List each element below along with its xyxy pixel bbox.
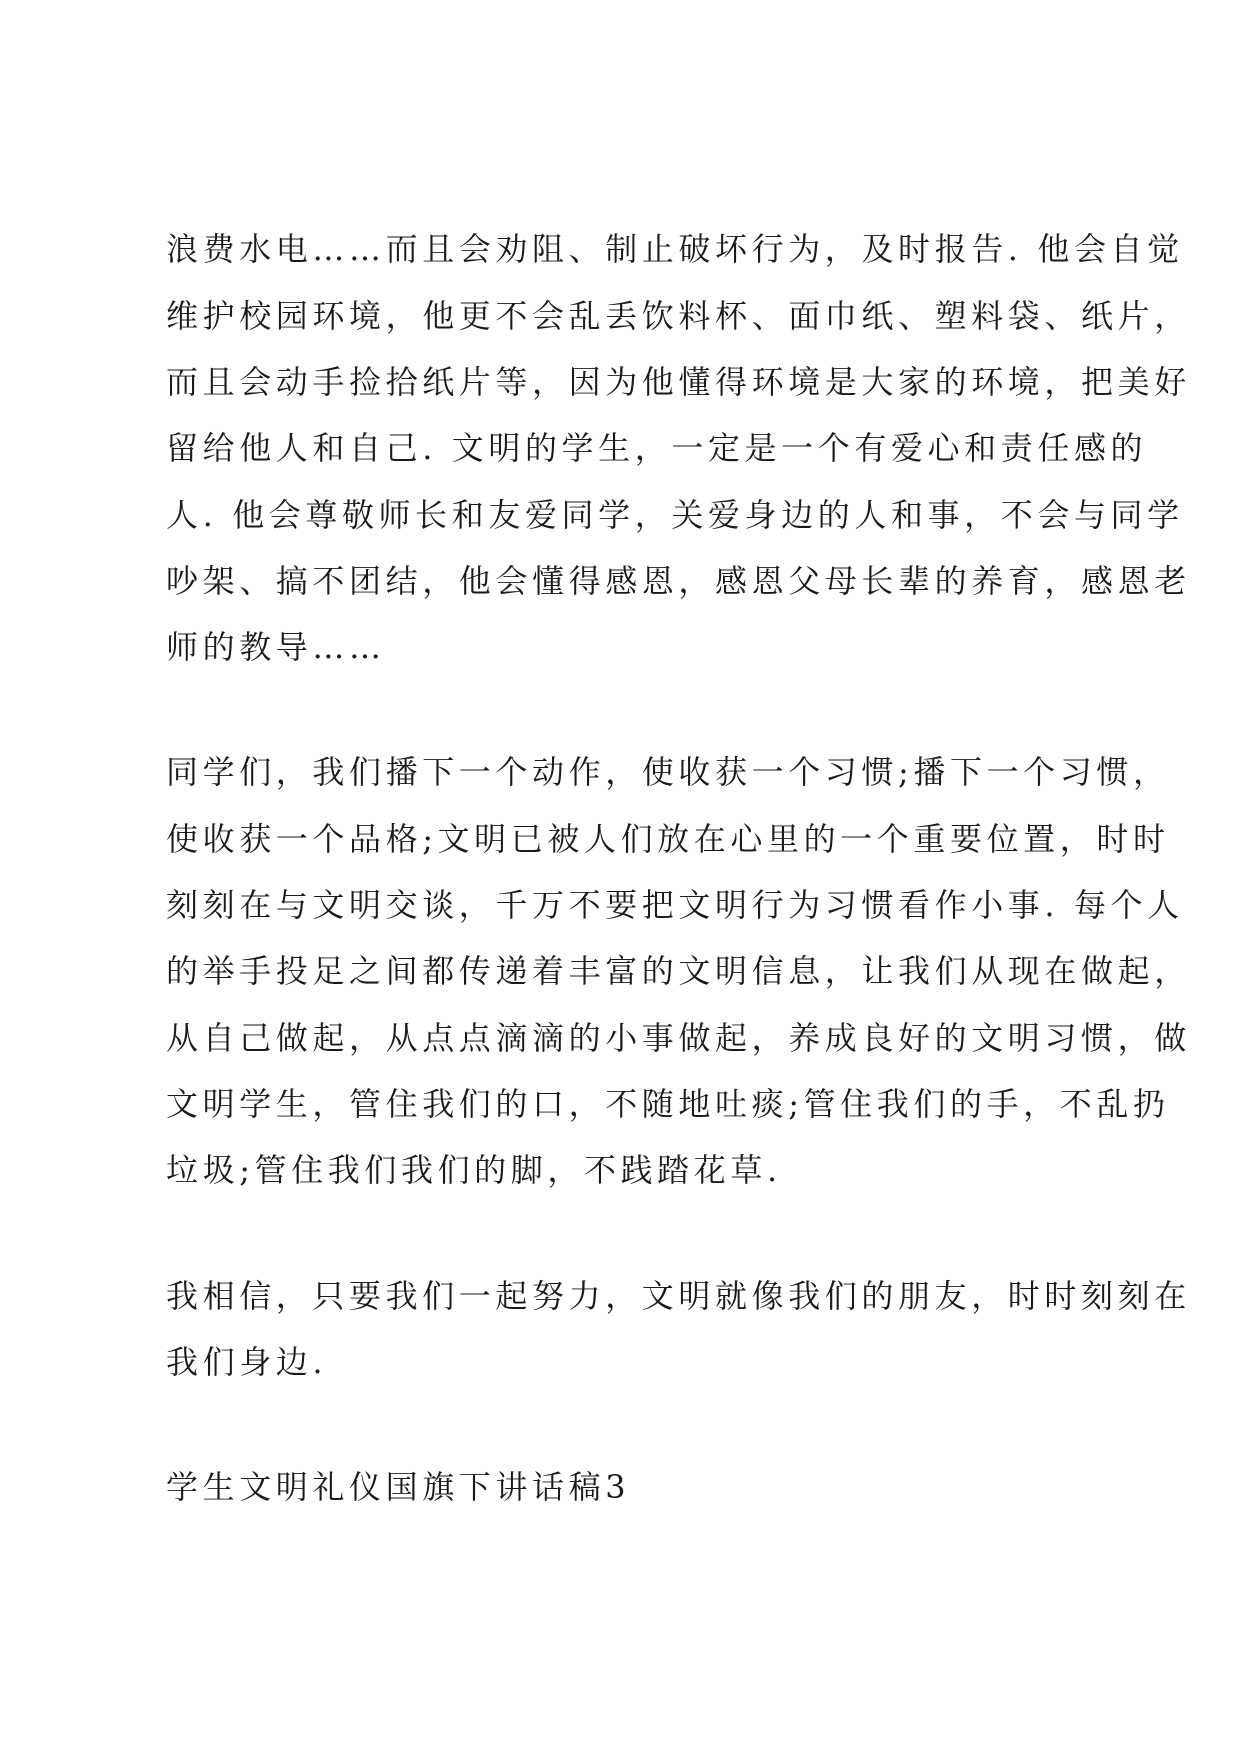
section-heading: 学生文明礼仪国旗下讲话稿3 xyxy=(166,1468,631,1506)
paragraph-line: 垃圾;管住我们我们的脚，不践踏花草. xyxy=(166,1151,782,1189)
paragraph-line: 刻刻在与文明交谈，千万不要把文明行为习惯看作小事. 每个人 xyxy=(166,886,1184,924)
paragraph-line: 文明学生，管住我们的口，不随地吐痰;管住我们的手，不乱扔 xyxy=(166,1085,1170,1123)
paragraph-line: 我们身边. xyxy=(166,1343,328,1381)
paragraph-line: 师的教导…… xyxy=(166,628,386,666)
paragraph-line: 而且会动手捡拾纸片等，因为他懂得环境是大家的环境，把美好 xyxy=(166,363,1191,401)
paragraph-line: 的举手投足之间都传递着丰富的文明信息，让我们从现在做起， xyxy=(166,952,1191,990)
paragraph-line: 留给他人和自己. 文明的学生，一定是一个有爱心和责任感的 xyxy=(166,429,1148,467)
paragraph-line: 浪费水电……而且会劝阻、制止破坏行为，及时报告. 他会自觉 xyxy=(166,230,1184,268)
paragraph-line: 使收获一个品格;文明已被人们放在心里的一个重要位置，时时 xyxy=(166,820,1170,858)
paragraph-line: 同学们，我们播下一个动作，使收获一个习惯;播下一个习惯， xyxy=(166,753,1170,791)
paragraph-line: 维护校园环境，他更不会乱丢饮料杯、面巾纸、塑料袋、纸片， xyxy=(166,297,1191,335)
paragraph-line: 从自己做起，从点点滴滴的小事做起，养成良好的文明习惯，做 xyxy=(166,1019,1191,1057)
paragraph-line: 人. 他会尊敬师长和友爱同学，关爱身边的人和事，不会与同学 xyxy=(166,496,1184,534)
paragraph-line: 我相信，只要我们一起努力，文明就像我们的朋友，时时刻刻在 xyxy=(166,1277,1191,1315)
paragraph-line: 吵架、搞不团结，他会懂得感恩，感恩父母长辈的养育，感恩老 xyxy=(166,562,1191,600)
